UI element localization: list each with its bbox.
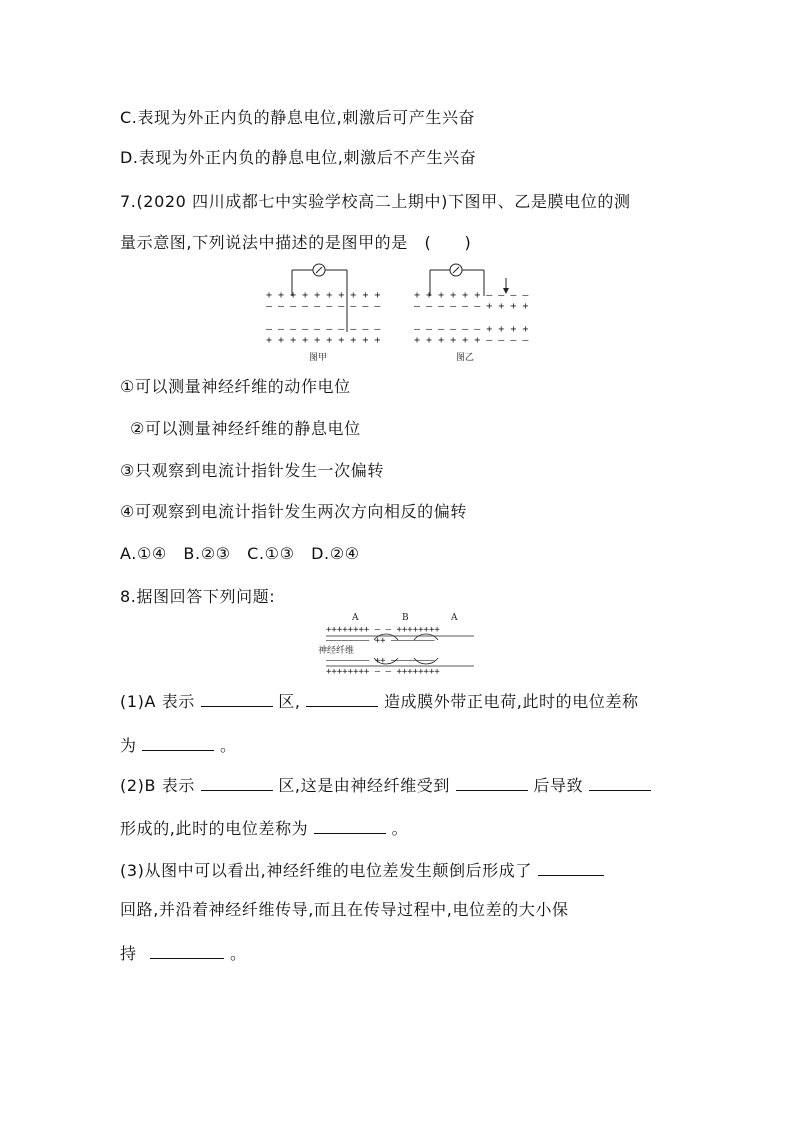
answer-blank[interactable] [150, 942, 224, 959]
q7-statement-2: ②可以测量神经纤维的静息电位 [130, 419, 361, 438]
figure-jia-caption: 图甲 [309, 353, 328, 363]
svg-text:+ + + + + + + + + +: + + + + + + + + + + [266, 335, 381, 346]
q8-part2-line2 [120, 817, 408, 839]
svg-text:———————— ++ ————————: ———————— ++ ———————— [326, 636, 435, 646]
svg-text:— — — — — — + + + +: — — — — — — + + + + [414, 301, 529, 312]
q8-p3-c: 持 [120, 944, 137, 963]
q8-p3-a: (3)从图中可以看出,神经纤维的电位差发生颠倒后形成了 [120, 861, 532, 880]
figure-jia [266, 264, 381, 363]
q8-p2-e: 。 [391, 819, 409, 838]
q7-stem-line2: 量示意图,下列说法中描述的是图甲的是 ( ) [120, 233, 472, 252]
q8-part3-line3 [120, 942, 247, 964]
q7-statement-4: ④可观察到电流计指针发生两次方向相反的偏转 [120, 502, 467, 521]
q8-p1-b: 区, [278, 692, 301, 711]
figure-yi-caption: 图乙 [456, 353, 475, 363]
svg-text:+ + + + + + + + + +: + + + + + + + + + + [266, 290, 381, 301]
q7-statement-1: ①可以测量神经纤维的动作电位 [120, 377, 351, 396]
label-fiber: 神经纤维 [318, 646, 355, 656]
q8-p1-d: 为 [120, 736, 137, 755]
q8-p2-a: (2)B 表示 [120, 776, 195, 795]
answer-blank[interactable] [589, 774, 651, 791]
svg-text:++++++++ — — ++++++++: ++++++++ — — ++++++++ [326, 667, 440, 676]
label-b: B [402, 613, 409, 623]
svg-text:— — — — — — + + + +: — — — — — — + + + + [414, 324, 529, 335]
q8-p1-a: (1)A 表示 [120, 692, 195, 711]
membrane-potential-figures [262, 262, 532, 366]
q8-p1-e: 。 [219, 736, 237, 755]
q8-p2-b: 区,这是由神经纤维受到 [278, 776, 450, 795]
svg-text:———————— ++ ————————: ———————— ++ ———————— [326, 656, 435, 666]
q8-part2-line1 [120, 774, 651, 796]
q6-option-d: D.表现为外正内负的静息电位,刺激后不产生兴奋 [120, 148, 477, 167]
answer-blank[interactable] [201, 774, 273, 791]
q8-p3-d: 。 [229, 944, 247, 963]
q8-part1-line2 [120, 734, 237, 756]
answer-blank[interactable] [142, 734, 214, 751]
answer-blank[interactable] [201, 690, 273, 707]
svg-text:— — — — — — — — — —: — — — — — — — — — — [266, 301, 381, 312]
answer-blank[interactable] [456, 774, 528, 791]
q8-stem: 8.据图回答下列问题: [120, 587, 276, 606]
svg-text:+ + + + + + — — — —: + + + + + + — — — — [414, 335, 529, 346]
q8-part3-line1 [120, 859, 604, 881]
answer-blank[interactable] [306, 690, 378, 707]
svg-text:— — — — — — — — — —: — — — — — — — — — — [266, 324, 381, 335]
svg-text:+ + + + + + — — — —: + + + + + + — — — — [414, 290, 529, 301]
q7-statement-3: ③只观察到电流计指针发生一次偏转 [120, 461, 384, 480]
q8-part3-line2: 回路,并沿着神经纤维传导,而且在传导过程中,电位差的大小保 [120, 900, 569, 919]
q8-p2-c: 后导致 [533, 776, 584, 795]
answer-blank[interactable] [314, 817, 386, 834]
q7-stem-line1: 7.(2020 四川成都七中实验学校高二上期中)下图甲、乙是膜电位的测 [120, 192, 631, 211]
q8-p2-d: 形成的,此时的电位差称为 [120, 819, 309, 838]
figure-yi [414, 264, 529, 363]
answer-blank[interactable] [538, 859, 604, 876]
label-a2: A [451, 613, 458, 623]
q8-p1-c: 造成膜外带正电荷,此时的电位差称 [383, 692, 639, 711]
nerve-fiber-figure [316, 610, 481, 676]
label-a1: A [352, 613, 359, 623]
q7-options: A.①④ B.②③ C.①③ D.②④ [120, 544, 360, 563]
q8-part1-line1 [120, 690, 639, 712]
q6-option-c: C.表现为外正内负的静息电位,刺激后可产生兴奋 [120, 108, 476, 127]
svg-text:++++++++ — — ++++++++: ++++++++ — — ++++++++ [326, 625, 440, 635]
